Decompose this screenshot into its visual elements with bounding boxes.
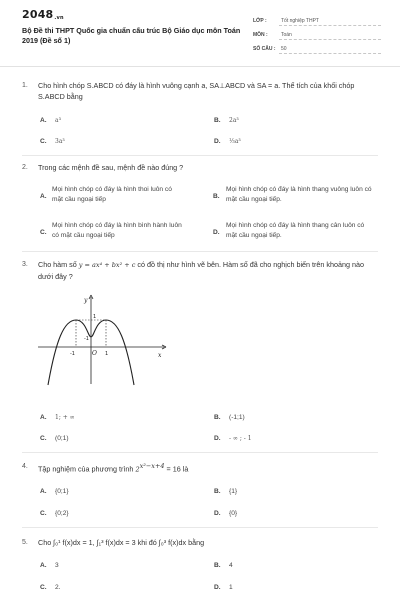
document-title: Bộ Đề thi THPT Quốc gia chuẩn cấu trúc Bộ Giáo dục môn Toán 2019 (Đề số 1) [22, 26, 241, 45]
question-4-text: Tập nghiệm của phương trình $2^{x^2-x+4} = 16$ là [38, 462, 189, 474]
question-5-text: Cho ∫₀¹ f(x)dx = 1, ∫₁³ f(x)dx = 3 khi đó ∫₀³ f(x)dx bằng [38, 538, 205, 547]
q2-option-a[interactable]: Mọi hình chóp có đáy là hình thoi luôn có mặt cầu ngoại tiếp [52, 186, 172, 203]
origin-label: O [92, 350, 97, 357]
q1-option-d[interactable]: ⅓a³ [229, 138, 241, 145]
tick-minus-1: -1 [70, 351, 75, 357]
x-label: x [158, 352, 162, 359]
question-3-number: 3. [22, 261, 28, 268]
q5-option-c[interactable]: 2. [55, 584, 61, 591]
q3-option-b-letter[interactable]: B. [214, 414, 221, 421]
q1-option-c-letter[interactable]: C. [40, 138, 47, 145]
q1-option-d-letter[interactable]: D. [214, 138, 221, 145]
q3-option-d[interactable]: - ∞ ; - 1 [229, 435, 252, 442]
q2-option-c-letter[interactable]: C. [40, 229, 47, 236]
divider [22, 527, 378, 528]
divider [22, 251, 378, 252]
q3-option-c[interactable]: (0;1) [55, 435, 69, 442]
q4-option-d[interactable]: {0} [229, 510, 238, 517]
q2-option-d[interactable]: Mọi hình chóp có đáy là hình thang cân luôn có mặt cầu ngoại tiếp. [226, 222, 365, 239]
divider [22, 452, 378, 453]
q2-option-c[interactable]: Mọi hình chóp có đáy là hình bình hành luôn có mặt cầu ngoại tiếp [52, 222, 182, 239]
q4-option-c-letter[interactable]: C. [40, 510, 47, 517]
question-2-text: Trong các mệnh đề sau, mệnh đề nào đúng ? [38, 163, 184, 172]
y-label: y [84, 297, 88, 304]
question-2-number: 2. [22, 164, 28, 171]
q5-option-b-letter[interactable]: B. [214, 562, 221, 569]
q4-option-b-letter[interactable]: B. [214, 488, 221, 495]
q5-option-a-letter[interactable]: A. [40, 562, 47, 569]
q3-option-d-letter[interactable]: D. [214, 435, 221, 442]
function-graph [36, 292, 176, 387]
q2-option-b-letter[interactable]: B. [213, 193, 220, 200]
header-divider [0, 66, 400, 67]
q1-option-b[interactable]: 2a³ [229, 117, 239, 124]
q5-option-b[interactable]: 4 [229, 562, 233, 569]
q2-option-d-letter[interactable]: D. [213, 229, 220, 236]
q5-option-d[interactable]: 1 [229, 584, 233, 591]
question-3-text: Cho hàm số y = ax⁴ + bx² + c có đồ thị như hình vẽ bên. Hàm số đã cho nghịch biến trên khoảng nào dưới đây ? [38, 260, 364, 281]
q3-option-a-letter[interactable]: A. [40, 414, 47, 421]
q5-option-d-letter[interactable]: D. [214, 584, 221, 591]
q2-option-b[interactable]: Mọi hình chóp có đáy là hình thang vuông luôn có mặt cầu ngoại tiếp. [226, 186, 372, 203]
q3-option-c-letter[interactable]: C. [40, 435, 47, 442]
q3-option-b[interactable]: (-1;1) [229, 414, 245, 421]
q1-option-a[interactable]: a³ [55, 117, 61, 124]
question-1-text: Cho hình chóp S.ABCD có đáy là hình vuông cạnh a, SA⊥ABCD và SA = a. Thể tích của khối chóp S.ABCD bằng [38, 81, 355, 101]
divider [22, 155, 378, 156]
meta-subject: MÔN : Toán [253, 30, 381, 40]
tick-y-1: 1 [93, 314, 97, 320]
q3-option-a[interactable]: 1; + ∞ [55, 414, 75, 421]
q1-option-c[interactable]: 3a³ [55, 138, 65, 145]
q1-option-a-letter[interactable]: A. [40, 117, 47, 124]
tick-plus-1: 1 [105, 351, 109, 357]
meta-grade: LỚP : Tốt nghiệp THPT [253, 16, 381, 26]
tick-y-minus-1: -1 [84, 336, 89, 342]
site-logo[interactable]: 2048.vn [22, 8, 64, 21]
q4-option-d-letter[interactable]: D. [214, 510, 221, 517]
q4-option-c[interactable]: {0;2} [55, 510, 69, 517]
q1-option-b-letter[interactable]: B. [214, 117, 221, 124]
q5-option-c-letter[interactable]: C. [40, 584, 47, 591]
q2-option-a-letter[interactable]: A. [40, 193, 47, 200]
question-4-number: 4. [22, 463, 28, 470]
q4-option-a-letter[interactable]: A. [40, 488, 47, 495]
question-5-number: 5. [22, 539, 28, 546]
question-1-number: 1. [22, 82, 28, 89]
q5-option-a[interactable]: 3 [55, 562, 59, 569]
meta-question-count: SỐ CÂU : 50 [253, 44, 381, 54]
q4-option-b[interactable]: {1} [229, 488, 238, 495]
q4-option-a[interactable]: {0;1} [55, 488, 69, 495]
